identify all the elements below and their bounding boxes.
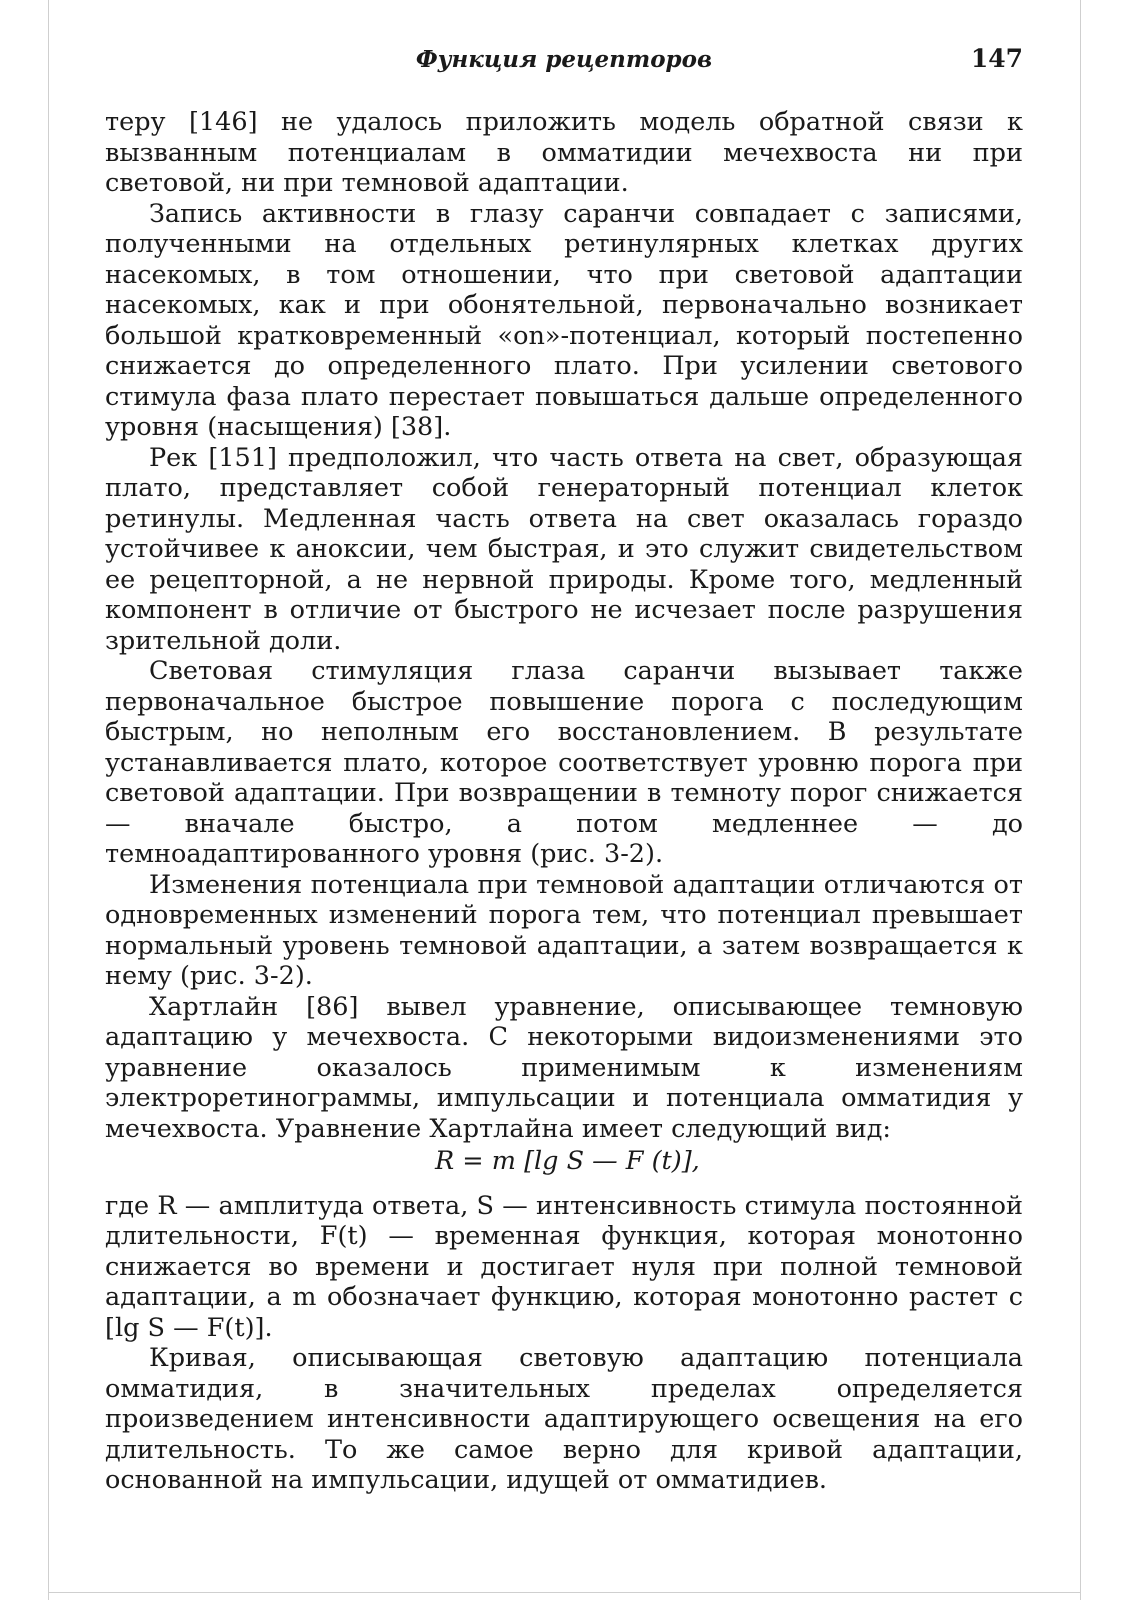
paragraph-formula-explanation: где R — амплитуда ответа, S — интенсивность стимула постоянной длительности, F(t) — временная функция, которая монотонно снижается во времени и достигает нуля при полной темновой адаптации, а m обозначает функцию, которая монотонно растет с [lg S — F(t)].: [105, 1190, 1023, 1343]
page-border-right: [1080, 0, 1081, 1600]
page-body: [105, 107, 1023, 1496]
page-border-bottom: [48, 1592, 1081, 1593]
paragraph-potential-changes: Изменения потенциала при темновой адаптации отличаются от одновременных изменений порога тем, что потенциал превышает нормальный уровень темновой адаптации, а затем возвращается к нему (рис. 3-2).: [105, 869, 1023, 991]
page-border-left: [48, 0, 49, 1600]
page-number: 147: [970, 44, 1023, 73]
paragraph-light-adaptation-curve: Кривая, описывающая световую адаптацию потенциала омматидия, в значительных пределах определяется произведением интенсивности адаптирующего освещения на его длительность. То же самое верно для кривой адаптации, основанной на импульсации, идущей от омматидиев.: [105, 1343, 1023, 1495]
paragraph-locust-recording: Запись активности в глазу саранчи совпадает с записями, полученными на отдельных ретинулярных клетках других насекомых, в том отношении, что при световой адаптации насекомых, как и при обонятельной, первоначально возникает большой кратковременный «on»-потенциал, который постепенно снижается до определенного плато. При усилении светового стимула фаза плато перестает повышаться дальше определенного уровня (насыщения) [38].: [105, 198, 1023, 442]
hartline-formula: R = m [lg S — F (t)],: [435, 1146, 700, 1176]
running-head: Функция рецепторов: [415, 46, 713, 73]
paragraph-threshold-changes: Световая стимуляция глаза саранчи вызывает также первоначальное быстрое повышение порога с последующим быстрым, но неполным его восстановлением. В результате устанавливается плато, которое соответствует уровню порога при световой адаптации. При возвращении в темноту порог снижается — вначале быстро, а потом медленнее — до темноадаптированного уровня (рис. 3-2).: [105, 656, 1023, 869]
paragraph-continuation: теру [146] не удалось приложить модель обратной связи к вызванным потенциалам в омматидии мечехвоста ни при световой, ни при темновой адаптации.: [105, 107, 1023, 198]
paragraph-hartline-equation: Хартлайн [86] вывел уравнение, описывающее темновую адаптацию у мечехвоста. С некоторыми видоизменениями это уравнение оказалось применимым к изменениям электроретинограммы, импульсации и потенциала омматидия у мечехвоста. Уравнение Хартлайна имеет следующий вид:: [105, 991, 1023, 1144]
page-header: [105, 44, 1023, 76]
paragraph-reck-hypothesis: Рек [151] предположил, что часть ответа на свет, образующая плато, представляет собой генераторный потенциал клеток ретинулы. Медленная часть ответа на свет оказалась гораздо устойчивее к аноксии, чем быстрая, и это служит свидетельством ее рецепторной, а не нервной природы. Кроме того, медленный компонент в отличие от быстрого не исчезает после разрушения зрительной доли.: [105, 442, 1023, 656]
